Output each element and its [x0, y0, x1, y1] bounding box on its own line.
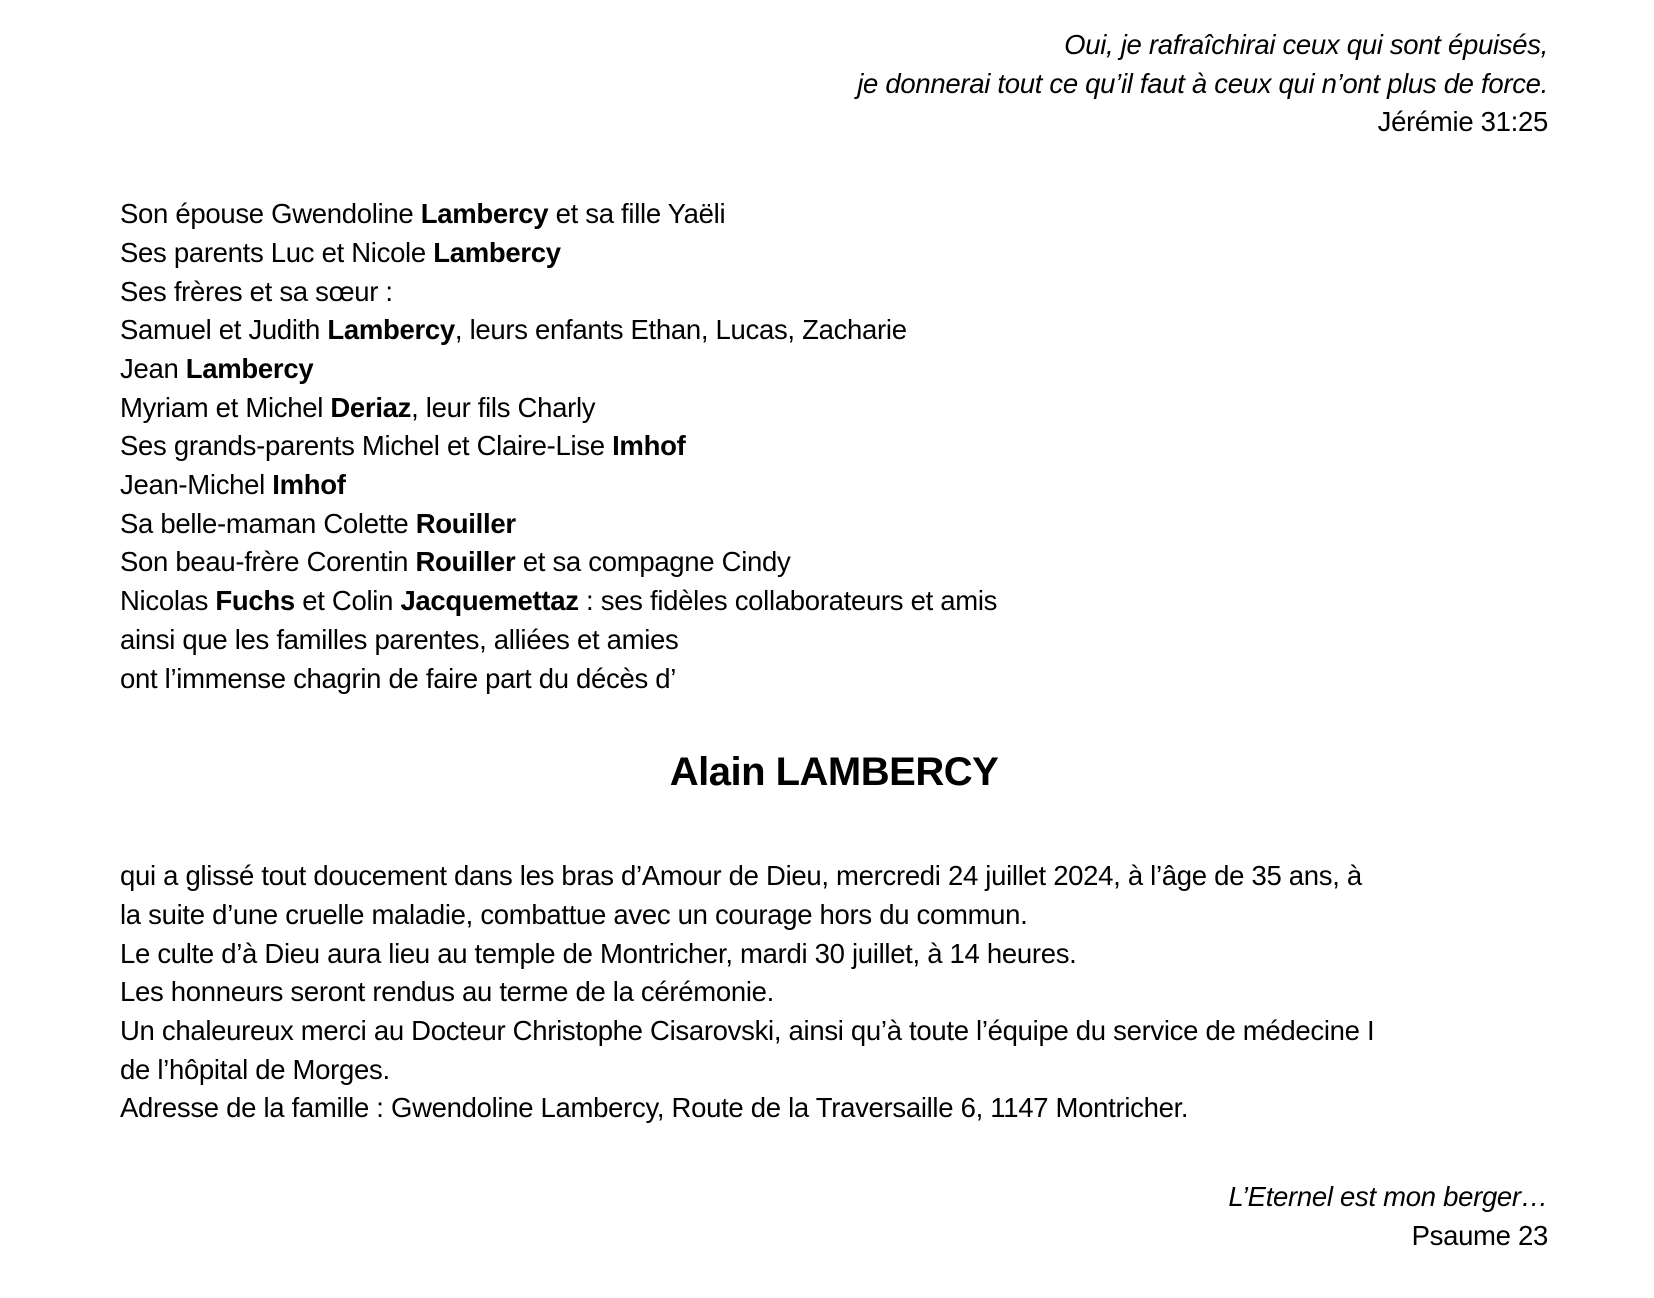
family-list-line	[120, 427, 1548, 466]
family-list-line	[120, 195, 1548, 234]
family-list-line	[120, 350, 1548, 389]
family-list-line	[120, 311, 1548, 350]
announcement-line: Les honneurs seront rendus au terme de la cérémonie.	[120, 976, 774, 1008]
text-segment: et Colin	[294, 585, 401, 617]
text-segment: ont l’immense chagrin de faire part du décès d’	[120, 662, 677, 694]
surname-bold: Lambercy	[433, 236, 561, 268]
epigraph-line: Oui, je rafraîchirai ceux qui sont épuisés,	[1064, 29, 1548, 60]
text-segment: Son beau-frère Corentin	[120, 546, 416, 578]
text-segment: ainsi que les familles parentes, alliées et amies	[120, 623, 679, 655]
family-list-line	[120, 660, 1548, 699]
text-segment: Son épouse Gwendoline	[120, 198, 421, 230]
deceased-name-title: Alain LAMBERCY	[669, 750, 999, 795]
text-segment: : ses fidèles collaborateurs et amis	[578, 585, 998, 617]
family-list-line	[120, 543, 1548, 582]
surname-bold: Rouiller	[415, 507, 516, 539]
family-list-line	[120, 234, 1548, 273]
closing-quote	[120, 1178, 1548, 1255]
announcement-paragraph	[120, 857, 1548, 1128]
epigraph-line: je donnerai tout ce qu’il faut à ceux qui n’ont plus de force.	[857, 67, 1548, 99]
epigraph-lines	[120, 26, 1548, 103]
family-list-line	[120, 582, 1548, 621]
text-segment: Ses frères et sa sœur :	[120, 275, 393, 307]
family-list-line	[120, 466, 1548, 505]
text-segment: Jean	[120, 352, 186, 384]
surname-bold: Rouiller	[415, 546, 516, 578]
announcement-line: Un chaleureux merci au Docteur Christophe Cisarovski, ainsi qu’à toute l’équipe du service de médecine I	[120, 1015, 1375, 1047]
announcement-line: de l’hôpital de Morges.	[120, 1053, 390, 1085]
surname-bold: Lambercy	[327, 314, 455, 346]
family-list-line	[120, 621, 1548, 660]
family-list-line	[120, 273, 1548, 312]
announcement-line: Le culte d’à Dieu aura lieu au temple de Montricher, mardi 30 juillet, à 14 heures.	[120, 937, 1077, 969]
family-list-line	[120, 389, 1548, 428]
text-segment: Nicolas	[120, 585, 216, 617]
text-segment: Sa belle-maman Colette	[120, 507, 416, 539]
surname-bold: Imhof	[272, 469, 346, 501]
text-segment: Ses grands-parents Michel et Claire-Lise	[120, 430, 613, 462]
surname-bold: Lambercy	[420, 198, 549, 230]
surname-bold: Imhof	[612, 430, 686, 462]
announcement-line: Adresse de la famille : Gwendoline Lambercy, Route de la Traversaille 6, 1147 Montricher.	[120, 1092, 1189, 1124]
text-segment: , leur fils Charly	[411, 391, 596, 423]
announcement-line: la suite d’une cruelle maladie, combattue avec un courage hors du commun.	[120, 898, 1028, 930]
text-segment: , leurs enfants Ethan, Lucas, Zacharie	[454, 314, 907, 346]
surname-bold: Jacquemettaz	[400, 585, 579, 617]
text-segment: et sa fille Yaëli	[548, 198, 726, 230]
announcement-line: qui a glissé tout doucement dans les bras d’Amour de Dieu, mercredi 24 juillet 2024, à l’âge de 35 ans, à	[120, 860, 1362, 892]
text-segment: Samuel et Judith	[120, 314, 328, 346]
closing-reference: Psaume 23	[1411, 1219, 1548, 1251]
closing-verse: L’Eternel est mon berger…	[1228, 1181, 1548, 1213]
surname-bold: Lambercy	[185, 352, 314, 384]
text-segment: Myriam et Michel	[120, 391, 331, 423]
epigraph-quote	[120, 26, 1548, 142]
family-list-line	[120, 505, 1548, 544]
family-list	[120, 195, 1548, 698]
text-segment: Jean-Michel	[120, 469, 273, 501]
text-segment: et sa compagne Cindy	[515, 546, 791, 578]
text-segment: Ses parents Luc et Nicole	[120, 236, 434, 268]
surname-bold: Deriaz	[330, 391, 412, 423]
surname-bold: Fuchs	[215, 585, 295, 617]
epigraph-reference: Jérémie 31:25	[1377, 106, 1548, 138]
